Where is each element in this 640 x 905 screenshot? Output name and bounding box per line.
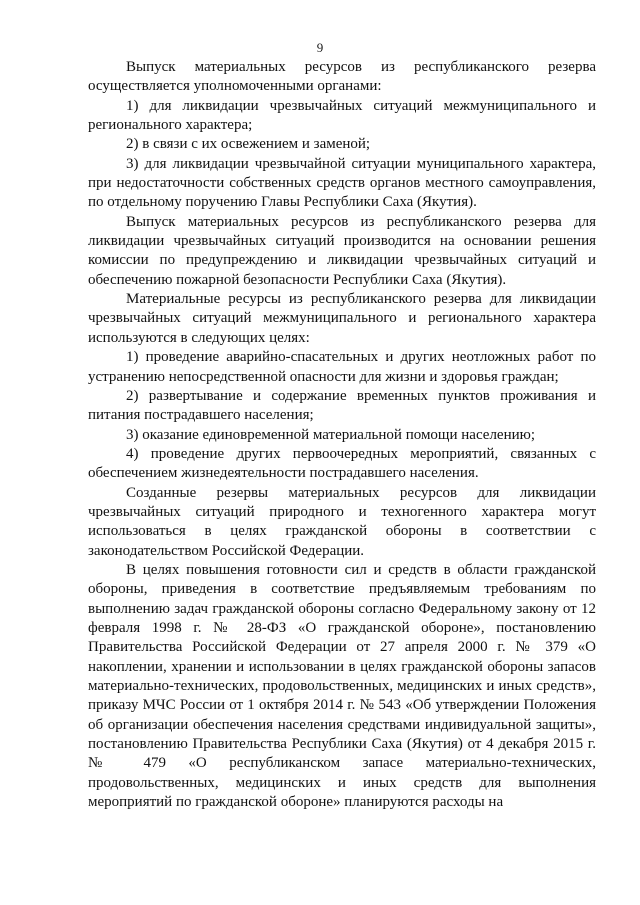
page-number: 9 [316, 40, 324, 55]
paragraph-release-authority: Выпуск материальных ресурсов из республиканского резерва осуществляется уполномоченными органами: [88, 59, 596, 95]
paragraph-list-item-3: 3) для ликвидации чрезвычайной ситуации муниципального характера, при недостаточности собственных средств органов местного самоуправления, по отдельному поручению Главы Республики Саха (Якутия). [88, 155, 596, 211]
paragraph-purpose-1: 1) проведение аварийно-спасательных и других неотложных работ по устранению непосредственной опасности для жизни и здоровья граждан; [88, 349, 596, 385]
paragraph-usage-purposes: Материальные ресурсы из республиканского резерва для ликвидации чрезвычайных ситуаций межмуниципального и регионального характера используются в следующих целях: [88, 291, 596, 346]
paragraph-list-item-1: 1) для ликвидации чрезвычайных ситуаций межмуниципального и регионального характера; [88, 97, 596, 134]
paragraph-civil-defense-readiness: В целях повышения готовности сил и средств в области гражданской обороны, приведения в соответствие предъявляемым требованиям по выполнению задач гражданской обороны согласно Федеральному закону от 12 февраля 1998 г. № 28-ФЗ «О гражданской обороне», постановлению Правительства Российской Федерации от 27 апреля 2000 г. № 379 «О накоплении, хранении и использовании в целях гражданской обороны запасов материально-технических, продовольственных, медицинских и иных средств», приказу МЧС России от 1 октября 2014 г. № 543 «Об утверждении Положения об организации обеспечения населения средствами индивидуальной защиты», постановлению Правительства Республики Саха (Якутия) от 4 декабря 2015 г. № 479 «О республиканском запасе материально-технических, продовольственных, медицинских и иных средств для выполнения мероприятий по гражданской обороне» планируются расходы на [88, 561, 596, 811]
paragraph-list-item-2: 2) в связи с их освежением и заменой; [126, 136, 371, 153]
paragraph-purpose-4: 4) проведение других первоочередных мероприятий, связанных с обеспечением жизнедеятельности пострадавшего населения. [88, 445, 596, 482]
paragraph-purpose-2: 2) развертывание и содержание временных пунктов проживания и питания пострадавшего населения; [88, 387, 596, 424]
paragraph-release-basis: Выпуск материальных ресурсов из республиканского резерва для ликвидации чрезвычайных ситуаций производится на основании решения комиссии по предупреждению и ликвидации чрезвычайных ситуаций и обеспечению пожарной безопасности Республики Саха (Якутия). [88, 213, 596, 288]
paragraph-civil-defense-use: Созданные резервы материальных ресурсов для ликвидации чрезвычайных ситуаций природного и техногенного характера могут использоваться в целях гражданской обороны в соответствии с законодательством Российской Федерации. [88, 484, 596, 559]
document-body [88, 58, 596, 812]
paragraph-purpose-3: 3) оказание единовременной материальной помощи населению; [126, 426, 536, 443]
